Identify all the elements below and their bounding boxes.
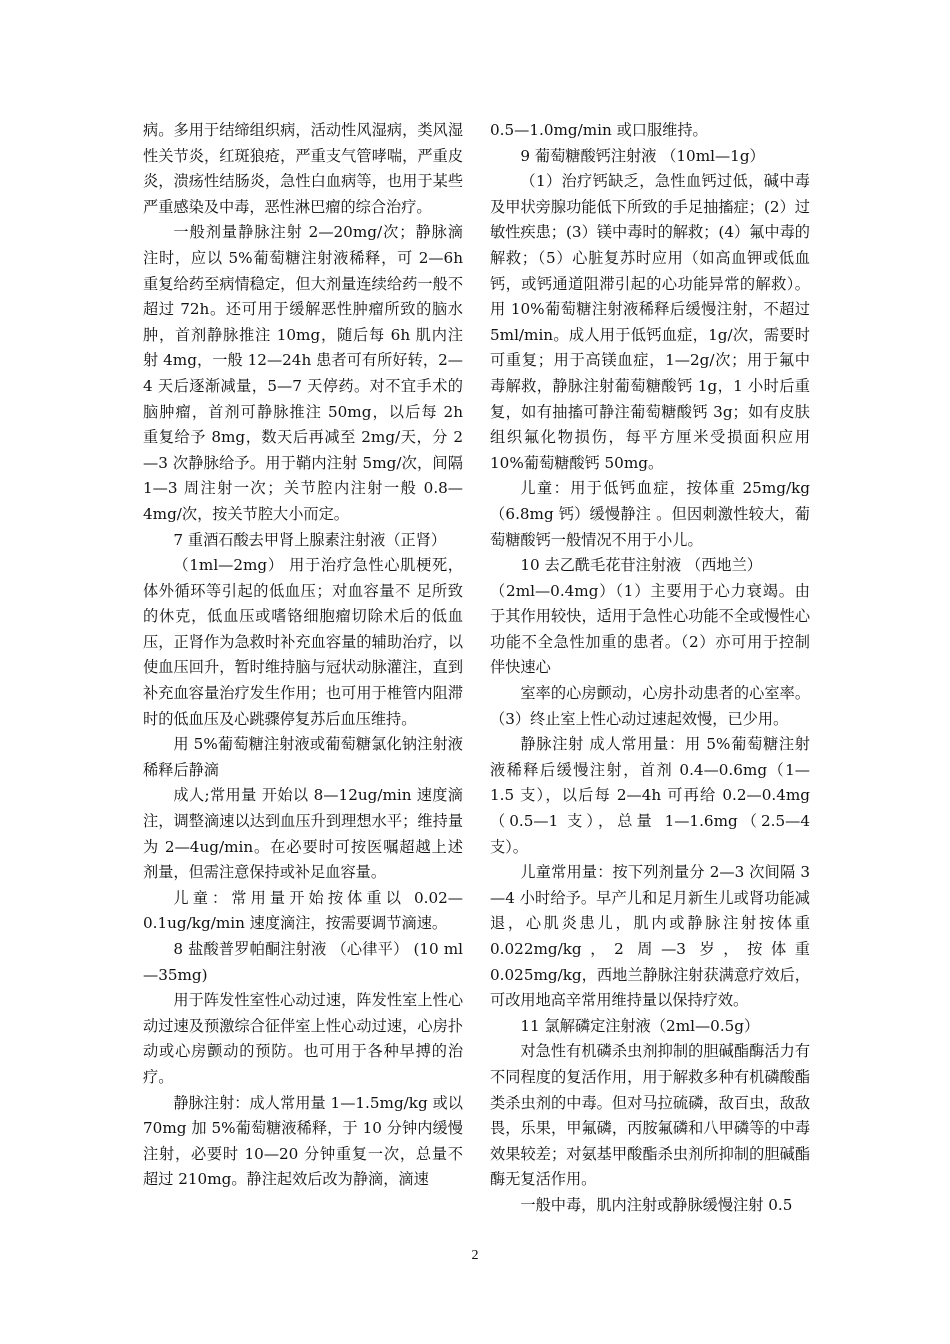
paragraph-norepinephrine-indications: （1ml—2mg） 用于治疗急性心肌梗死，体外循环等引起的低血压；对血容量不 足所致的休克，低血压或嗜铬细胞瘤切除术后的低血压，正肾作为急救时补充血容量的辅助治疗，以使血压回升，暂时维持脑与冠状动脉灌注，直到补充血容量治疗发生作用；也可用于椎管内阻滞时的低血压及心跳骤停复苏后血压维持。 (143, 556, 463, 728)
heading-pralidoxime-chloride: 11 氯解磷定注射液（2ml—0.5g） (520, 1016, 760, 1035)
paragraph-pralidoxime-indications: 对急性有机磷杀虫剂抑制的胆碱酯酶活力有不同程度的复活作用，用于解救多种有机磷酸酯类杀虫剂的中毒。但对马拉硫磷，敌百虫，敌敌畏，乐果，甲氟磷，丙胺氟磷和八甲磷等的中毒效果较差；对氨基甲酸酯杀虫剂所抑制的胆碱酯酶无复活作用。 (490, 1042, 810, 1189)
page-number: 2 (471, 1248, 479, 1263)
paragraph-deslanoside-child: 儿童常用量：按下列剂量分 2—3 次间隔 3—4 小时给予。早产儿和足月新生儿或肾功能减退，心肌炎患儿，肌内或静脉注射按体重 0.022mg/kg，2 周—3 岁，按体重 0.025mg/kg，西地兰静脉注射获满意疗效后，可改用地高辛常用维持量以保持疗效。 (490, 863, 810, 1010)
paragraph-norepinephrine-dilution: 用 5%葡萄糖注射液或葡萄糖氯化钠注射液稀释后静滴 (143, 735, 463, 779)
paragraph-deslanoside-indications-cont: 室率的心房颤动，心房扑动患者的心室率。（3）终止室上性心动过速起效慢，已少用。 (490, 684, 810, 728)
paragraph-propafenone-indications: 用于阵发性室性心动过速，阵发性室上性心动过速及预激综合征伴室上性心动过速，心房扑动或心房颤动的预防。也可用于各种早搏的治疗。 (143, 991, 463, 1086)
paragraph-deslanoside-indications: （2ml—0.4mg）（1）主要用于心力衰竭。由于其作用较快，适用于急性心功能不全或慢性心功能不全急性加重的患者。（2）亦可用于控制伴快速心 (490, 581, 810, 677)
right-column (490, 118, 810, 1219)
paragraph-norepinephrine-adult: 成人;常用量 开始以 8—12ug/min 速度滴注，调整滴速以达到血压升到理想水平；维持量为 2—4ug/min。在必要时可按医嘱超越上述剂量，但需注意保持或补足血容量。 (143, 786, 463, 882)
paragraph-pralidoxime-dosage: 一般中毒，肌内注射或静脉缓慢注射 0.5 (520, 1195, 793, 1214)
paragraph-norepinephrine-child: 儿童：常用量开始按体重以 0.02—0.1ug/kg/min 速度滴注，按需要调节滴速。 (143, 888, 463, 933)
paragraph-propafenone-maintenance: 0.5—1.0mg/min 或口服维持。 (490, 121, 708, 139)
heading-norepinephrine: 7 重酒石酸去甲肾上腺素注射液（正肾） (173, 530, 447, 549)
paragraph-dexamethasone-dosage: 一般剂量静脉注射 2—20mg/次；静脉滴注时，应以 5%葡萄糖注射液稀释，可 2—6h 重复给药至病情稳定，但大剂量连续给药一般不超过 72h。还可用于缓解恶性肿瘤所致的脑水肿，首剂静脉推注 10mg，随后每 6h 肌内注射 4mg，一般 12—24h 患者可有所好转，2—4 天后逐渐减量，5—7 天停药。对不宜手术的脑肿瘤，首剂可静脉推注 50mg，以后每 2h 重复给予 8mg，数天后再减至 2mg/天，分 2—3 次静脉给予。用于鞘内注射 5mg/次，间隔 1—3 周注射一次；关节腔内注射一般 0.8—4mg/次，按关节腔大小而定。 (143, 223, 463, 523)
paragraph-calcium-gluconate-indications: （1）治疗钙缺乏，急性血钙过低，碱中毒及甲状旁腺功能低下所致的手足抽搐症；(2）过敏性疾患；(3）镁中毒时的解救；(4）氟中毒的解救；（5）心脏复苏时应用（如高血钾或低血钙，或钙通道阻滞引起的心功能异常的解救）。用 10%葡萄糖注射液稀释后缓慢注射，不超过 5ml/min。成人用于低钙血症，1g/次，需要时可重复；用于高镁血症，1—2g/次；用于氟中毒解救，静脉注射葡萄糖酸钙 1g，1 小时后重复，如有抽搐可静注葡萄糖酸钙 3g；如有皮肤组织氟化物损伤，每平方厘米受损面积应用 10%葡萄糖酸钙 50mg。 (490, 172, 810, 472)
left-column (143, 118, 463, 1193)
heading-propafenone: 8 盐酸普罗帕酮注射液 （心律平） (10 ml—35mg) (143, 940, 463, 984)
paragraph-deslanoside-adult: 静脉注射 成人常用量：用 5%葡萄糖注射液稀释后缓慢注射，首剂 0.4—0.6mg（1—1.5 支），以后每 2—4h 可再给 0.2—0.4mg（0.5—1 支），总量 1—1.6mg（2.5—4 支）。 (490, 735, 810, 856)
paragraph-calcium-gluconate-child: 儿童：用于低钙血症，按体重 25mg/kg（6.8mg 钙）缓慢静注 。但因刺激性较大，葡萄糖酸钙一般情况不用于小儿。 (490, 479, 810, 549)
heading-deslanoside: 10 去乙酰毛花苷注射液 （西地兰） (520, 556, 762, 575)
heading-calcium-gluconate: 9 葡萄糖酸钙注射液 （10ml—1g） (520, 146, 765, 165)
paragraph-indications-cont: 病。多用于结缔组织病，活动性风湿病，类风湿性关节炎，红斑狼疮，严重支气管哮喘，严重皮炎，溃疡性结肠炎，急性白血病等，也用于某些严重感染及中毒，恶性淋巴瘤的综合治疗。 (143, 121, 463, 216)
paragraph-propafenone-dosage: 静脉注射：成人常用量 1—1.5mg/kg 或以 70mg 加 5%葡萄糖液稀释，于 10 分钟内缓慢注射，必要时 10—20 分钟重复一次，总量不超过 210mg。静注起效后改为静滴，滴速 (143, 1093, 463, 1189)
